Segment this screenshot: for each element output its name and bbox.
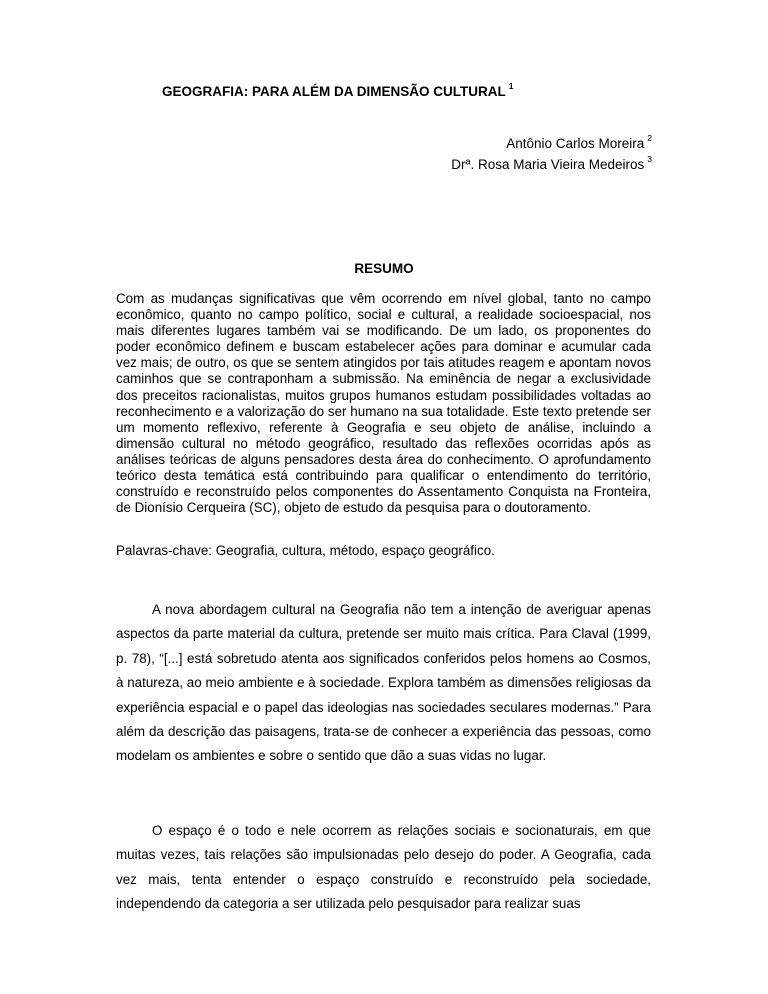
title-footnote-marker: 1: [508, 81, 514, 91]
author-footnote-marker: 3: [647, 154, 652, 164]
abstract-heading: RESUMO: [354, 261, 414, 276]
document-title: [162, 81, 514, 99]
keywords-line: Palavras-chave: Geografia, cultura, método, espaço geográfico.: [116, 543, 495, 558]
author-block: [451, 134, 652, 176]
author-name: Drª. Rosa Maria Vieira Medeiros: [451, 157, 645, 172]
body-paragraph: O espaço é o todo e nele ocorrem as relações sociais e socionaturais, em que muitas vezes, tais relações são impulsionadas pelo desejo do poder. A Geografia, cada vez mais, tenta entender o espaço construído e reconstruído pela sociedade, independendo da categoria a ser utilizada pelo pesquisador para realizar suas: [116, 823, 651, 912]
title-text: GEOGRAFIA: PARA ALÉM DA DIMENSÃO CULTURAL: [162, 84, 506, 99]
author-line: [451, 155, 652, 176]
author-name: Antônio Carlos Moreira: [506, 136, 645, 151]
author-line: [451, 134, 652, 155]
body-paragraph: A nova abordagem cultural na Geografia não tem a intenção de averiguar apenas aspectos da parte material da cultura, pretende ser muito mais crítica. Para Claval (1999, p. 78), “[...] está sobretudo atenta aos significados conferidos pelos homens ao Cosmos, à natureza, ao meio ambiente e à sociedade. Explora também as dimensões religiosas da experiência espacial e o papel das ideologias nas sociedades seculares modernas.” Para além da descrição das paisagens, trata-se de conhecer a experiência das pessoas, como modelam os ambientes e sobre o sentido que dão a suas vidas no lugar.: [116, 602, 651, 764]
abstract-paragraph: Com as mudanças significativas que vêm ocorrendo em nível global, tanto no campo econômico, quanto no campo político, social e cultural, a realidade socioespacial, nos mais diferentes lugares também vai se modificando. De um lado, os proponentes do poder econômico definem e buscam estabelecer ações para dominar e acumular cada vez mais; de outro, os que se sentem atingidos por tais atitudes reagem e apontam novos caminhos que se contraponham a submissão. Na eminência de negar a exclusividade dos preceitos racionalistas, muitos grupos humanos estudam possibilidades voltadas ao reconhecimento e a valorização do ser humano na sua totalidade. Este texto pretende ser um momento reflexivo, referente à Geografia e seu objeto de análise, incluindo a dimensão cultural no método geográfico, resultado das reflexões ocorridas após as análises teóricas de alguns pensadores desta área do conhecimento. O aprofundamento teórico desta temática está contribuindo para qualificar o entendimento do território, construído e reconstruído pelos componentes do Assentamento Conquista na Fronteira, de Dionísio Cerqueira (SC), objeto de estudo da pesquisa para o doutoramento.: [116, 291, 651, 516]
author-footnote-marker: 2: [647, 133, 652, 143]
